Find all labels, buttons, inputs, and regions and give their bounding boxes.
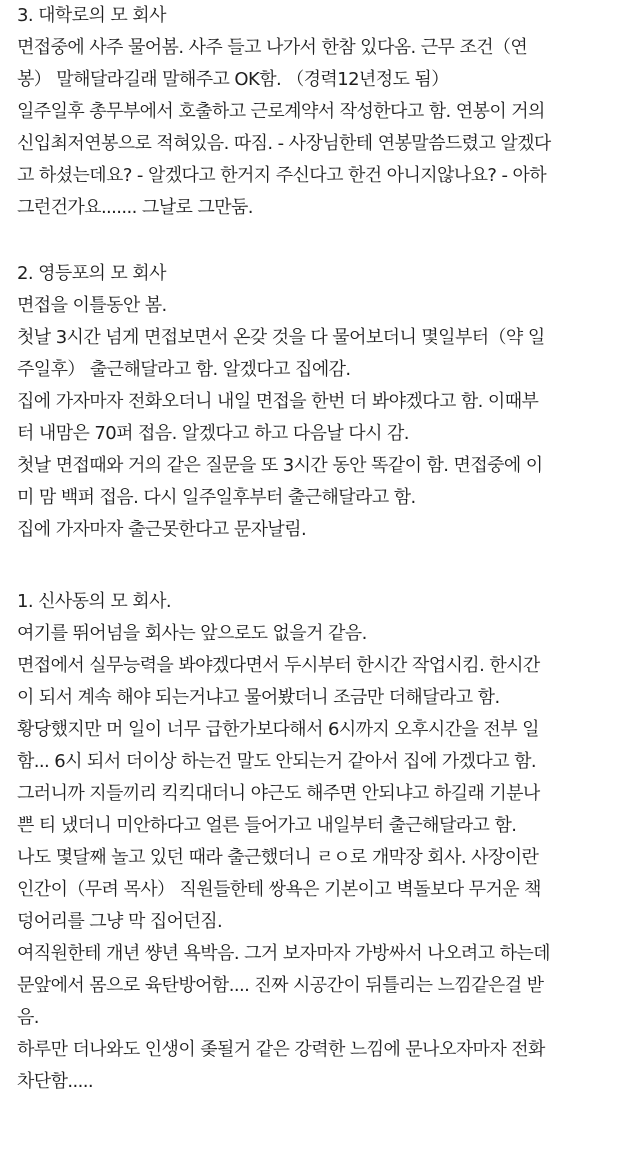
text-line: 나도 몇달째 놀고 있던 때라 출근했더니 ㄹㅇ로 개막장 회사. 사장이란	[17, 847, 539, 868]
text-line: 그런건가요....... 그날로 그만둠.	[17, 197, 253, 218]
text-line: 일주일후 총무부에서 호출하고 근로계약서 작성한다고 함. 연봉이 거의	[17, 101, 545, 122]
text-line: 면접을 이틀동안 봄.	[17, 295, 167, 316]
text-line: 첫날 3시간 넘게 면접보면서 온갖 것을 다 물어보더니 몇일부터（약 일	[17, 327, 545, 348]
text-line: 쁜 티 냈더니 미안하다고 얼른 들어가고 내일부터 출근해달라고 함.	[17, 815, 517, 836]
text-line: 집에 가자마자 출근못한다고 문자날림.	[17, 519, 307, 540]
text-line: 여직원한테 개년 썅년 욕박음. 그거 보자마자 가방싸서 나오려고 하는데	[17, 943, 550, 964]
text-line: 고 하셨는데요? - 알겠다고 한거지 주신다고 한건 아니지않나요? - 아하	[17, 165, 547, 186]
text-line: 문앞에서 몸으로 육탄방어함.... 진짜 시공간이 뒤틀리는 느낌같은걸 받	[17, 975, 544, 996]
section-heading: 3. 대학로의 모 회사	[17, 5, 166, 26]
text-line: 인간이（무려 목사） 직원들한테 쌍욕은 기본이고 벽돌보다 무거운 책	[17, 879, 541, 900]
text-line: 봉） 말해달라길래 말해주고 OK함. （경력12년정도 됨）	[17, 69, 449, 90]
text-line: 음.	[17, 1007, 39, 1028]
text-line: 황당했지만 머 일이 너무 급한가보다해서 6시까지 오후시간을 전부 일	[17, 719, 539, 740]
text-line: 그러니까 지들끼리 킥킥대더니 야근도 해주면 안되냐고 하길래 기분나	[17, 783, 540, 804]
text-line: 여기를 뛰어넘을 회사는 앞으로도 없을거 같음.	[17, 623, 367, 644]
text-line: 터 내맘은 70퍼 접음. 알겠다고 하고 다음날 다시 감.	[17, 423, 409, 444]
text-line: 첫날 면접때와 거의 같은 질문을 또 3시간 동안 똑같이 함. 면접중에 이	[17, 455, 543, 476]
text-line: 면접중에 사주 물어봄. 사주 들고 나가서 한참 있다옴. 근무 조건（연	[17, 37, 528, 58]
text-line: 덩어리를 그냥 막 집어던짐.	[17, 911, 223, 932]
section-heading: 1. 신사동의 모 회사.	[17, 591, 171, 612]
text-line: 하루만 더나와도 인생이 좆될거 같은 강력한 느낌에 문나오자마자 전화	[17, 1039, 545, 1060]
text-line: 면접에서 실무능력을 봐야겠다면서 두시부터 한시간 작업시킴. 한시간	[17, 655, 540, 676]
text-line: 함... 6시 되서 더이상 하는건 말도 안되는거 같아서 집에 가겠다고 함.	[17, 751, 537, 772]
text-line: 차단함.....	[17, 1071, 93, 1092]
text-line: 이 되서 계속 해야 되는거냐고 물어봤더니 조금만 더해달라고 함.	[17, 687, 500, 708]
section-heading: 2. 영등포의 모 회사	[17, 263, 166, 284]
text-line: 주일후） 출근해달라고 함. 알겠다고 집에감.	[17, 359, 351, 380]
text-line: 집에 가자마자 전화오더니 내일 면접을 한번 더 봐야겠다고 함. 이때부	[17, 391, 539, 412]
text-line: 신입최저연봉으로 적혀있음. 따짐. - 사장님한테 연봉말씀드렸고 알겠다	[17, 133, 551, 154]
text-line: 미 맘 백퍼 접음. 다시 일주일후부터 출근해달라고 함.	[17, 487, 416, 508]
